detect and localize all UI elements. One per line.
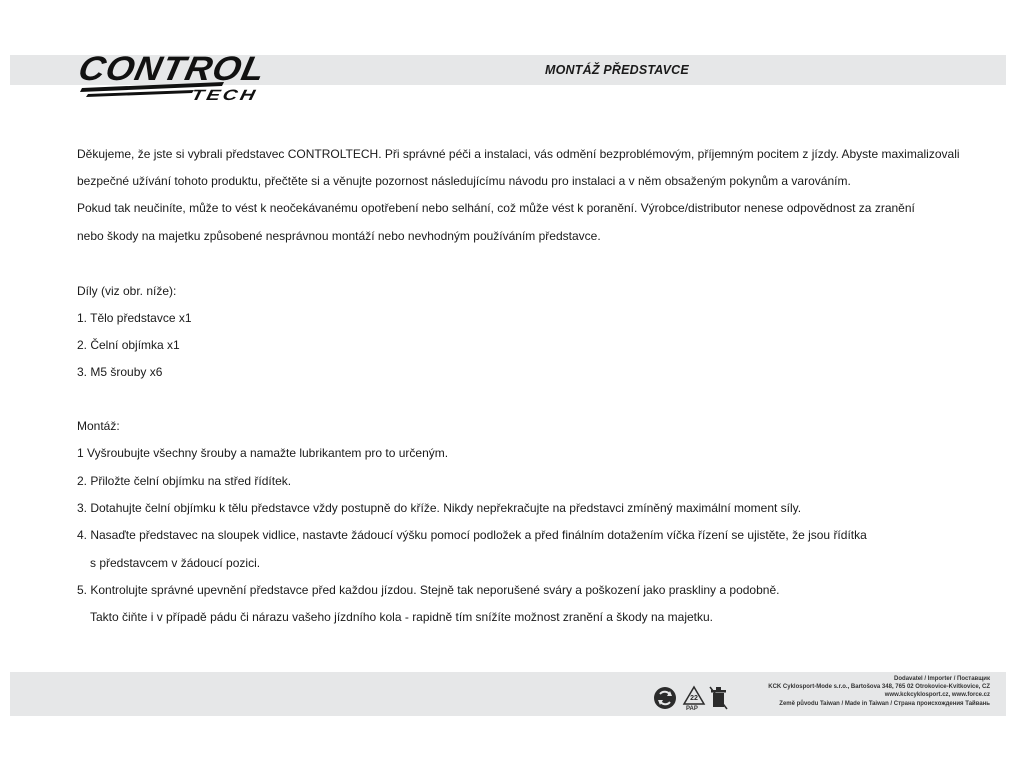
assembly-step-continued: Takto čiňte i v případě pádu či nárazu vašeho jízdního kola - rapidně tím snížíte možnost zranění a škody na majetku. (90, 610, 714, 624)
assembly-step: 4. Nasaďte představec na sloupek vidlice, nastavte žádoucí výšku pomocí podložek a před finálním dotažením víčka řízení se ujistěte, že jsou řídítka (77, 528, 867, 542)
country-of-origin: Země původu Taiwan / Made in Taiwan / Страна происхождения Тайвань (779, 700, 990, 707)
logo-sub-text: TECH (189, 87, 243, 104)
intro-line: bezpečné užívání tohoto produktu, přečtěte si a věnujte pozornost následujícímu návodu pro instalaci a v něm obsaženým pokynům a varováním. (77, 174, 851, 188)
parts-item: 1. Tělo představce x1 (77, 311, 192, 325)
intro-line: Děkujeme, že jste si vybrali představec CONTROLTECH. Při správné péči a instalaci, vás odmění bezproblémovým, příjemným pocitem z jízdy. Abyste maximalizovali (77, 147, 960, 161)
paper-recycle-icon (684, 687, 704, 704)
parts-heading: Díly (viz obr. níže): (77, 284, 177, 298)
controltech-logo (74, 46, 270, 106)
assembly-step: 2. Přiložte čelní objímku na střed řídítek. (77, 474, 292, 488)
trash-bin-icon (710, 687, 727, 709)
intro-line: nebo škody na majetku způsobené nesprávnou montáží nebo nevhodným používáním představce. (77, 229, 601, 243)
logo-main-text: CONTROL (75, 50, 259, 88)
supplier-address: KCK Cyklosport-Mode s.r.o., Bartošova 348, 765 02 Otrokovice-Kvítkovice, CZ (768, 684, 990, 691)
assembly-step: 1 Vyšroubujte všechny šrouby a namažte lubrikantem pro to určeným. (77, 446, 449, 460)
recycle-label: PAP (686, 706, 698, 712)
page-title: MONTÁŽ PŘEDSTAVCE (545, 63, 689, 77)
supplier-info (768, 675, 990, 708)
assembly-step: 5. Kontrolujte správné upevnění představce před každou jízdou. Stejně tak neporušené sváry a poškození jako praskliny a podobně. (77, 583, 780, 597)
supplier-line: Dodavatel / Importer / Поставщик (894, 676, 990, 682)
supplier-websites: www.kckcyklosport.cz, www.force.cz (884, 692, 990, 699)
recycle-code: 22 (690, 695, 698, 702)
assembly-step-continued: s představcem v žádoucí pozici. (90, 556, 261, 570)
parts-item: 3. M5 šrouby x6 (77, 365, 163, 379)
assembly-heading: Montáž: (77, 419, 120, 433)
parts-item: 2. Čelní objímka x1 (77, 338, 180, 352)
assembly-step: 3. Dotahujte čelní objímku k tělu představce vždy postupně do kříže. Nikdy nepřekračujte na představci zmíněný maximální moment síly. (77, 501, 802, 515)
intro-line: Pokud tak neučiníte, může to vést k neočekávanému opotřebení nebo selhání, což může vést k poranění. Výrobce/distributor nenese odpovědnost za zranění (77, 201, 915, 215)
recycle-loop-icon (654, 687, 676, 709)
